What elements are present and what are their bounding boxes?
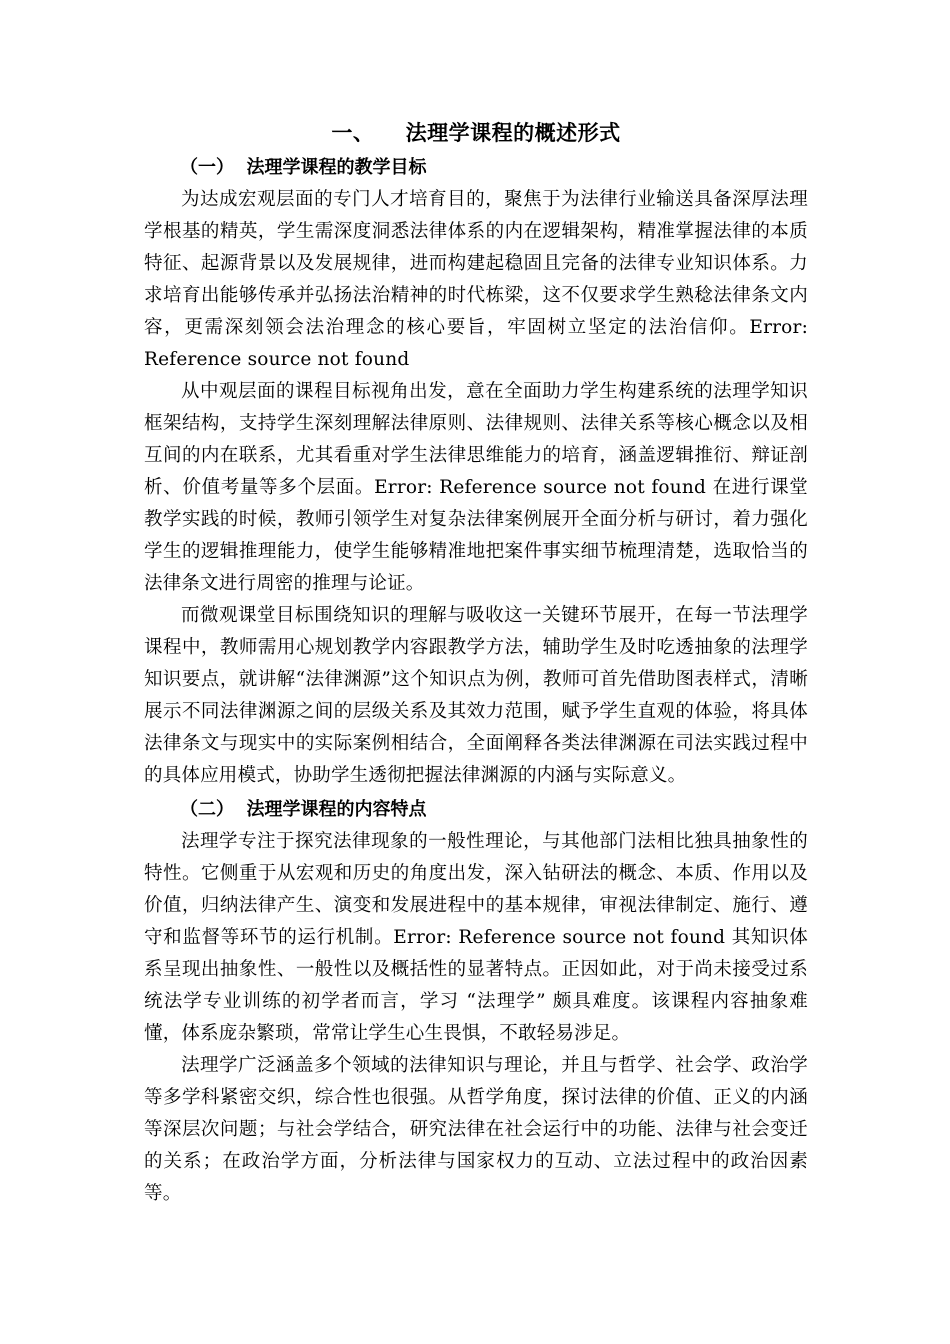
subsection-heading-2: （二） 法理学课程的内容特点	[180, 799, 427, 820]
paragraph-3: 而微观课堂目标围绕知识的理解与吸收这一关键环节展开，在每一节法理学课程中，教师需用心规划教学内容跟教学方法，辅助学生及时吃透抽象的法理学知识要点，就讲解“法律渊源”这个知识点为例，教师可首先借助图表样式，清晰展示不同法律渊源之间的层级关系及其效力范围，赋予学生直观的体验，将具体法律条文与现实中的实际案例相结合，全面阐释各类法律渊源在司法实践过程中的具体应用模式，协助学生透彻把握法律渊源的内涵与实际意义。	[144, 605, 808, 786]
document-page	[144, 118, 808, 1210]
section-title: 一、 法理学课程的概述形式	[331, 121, 621, 145]
paragraph-5: 法理学广泛涵盖多个领域的法律知识与理论，并且与哲学、社会学、政治学等多学科紧密交织，综合性也很强。从哲学角度，探讨法律的价值、正义的内涵等深层次问题；与社会学结合，研究法律在社会运行中的功能、法律与社会变迁的关系；在政治学方面，分析法律与国家权力的互动、立法过程中的政治因素等。	[144, 1055, 808, 1204]
subsection-heading-1: （一） 法理学课程的教学目标	[180, 157, 427, 178]
paragraph-2: 从中观层面的课程目标视角出发，意在全面助力学生构建系统的法理学知识框架结构，支持学生深刻理解法律原则、法律规则、法律关系等核心概念以及相互间的内在联系，尤其看重对学生法律思维能力的培育，涵盖逻辑推衍、辩证剖析、价值考量等多个层面。Error: Reference source not found 在进行课堂教学实践的时候，教师引领学生对复杂法律案例展开全面分析与研讨，着力强化学生的逻辑推理能力，使学生能够精准地把案件事实细节梳理清楚，选取恰当的法律条文进行周密的推理与论证。	[144, 381, 808, 594]
paragraph-4: 法理学专注于探究法律现象的一般性理论，与其他部门法相比独具抽象性的特性。它侧重于从宏观和历史的角度出发，深入钻研法的概念、本质、作用以及价值，归纳法律产生、演变和发展进程中的基本规律，审视法律制定、施行、遵守和监督等环节的运行机制。Error: Reference source not found 其知识体系呈现出抽象性、一般性以及概括性的显著特点。正因如此，对于尚未接受过系统法学专业训练的初学者而言，学习 “法理学” 颇具难度。该课程内容抽象难懂，体系庞杂繁琐，常常让学生心生畏惧，不敢轻易涉足。	[144, 831, 808, 1044]
paragraph-1: 为达成宏观层面的专门人才培育目的，聚焦于为法律行业输送具备深厚法理学根基的精英，学生需深度洞悉法律体系的内在逻辑架构，精准掌握法律的本质特征、起源背景以及发展规律，进而构建起稳固且完备的法律专业知识体系。力求培育出能够传承并弘扬法治精神的时代栋梁，这不仅要求学生熟稔法律条文内容，更需深刻领会法治理念的核心要旨，牢固树立坚定的法治信仰。Error: Reference source not found	[144, 189, 808, 370]
